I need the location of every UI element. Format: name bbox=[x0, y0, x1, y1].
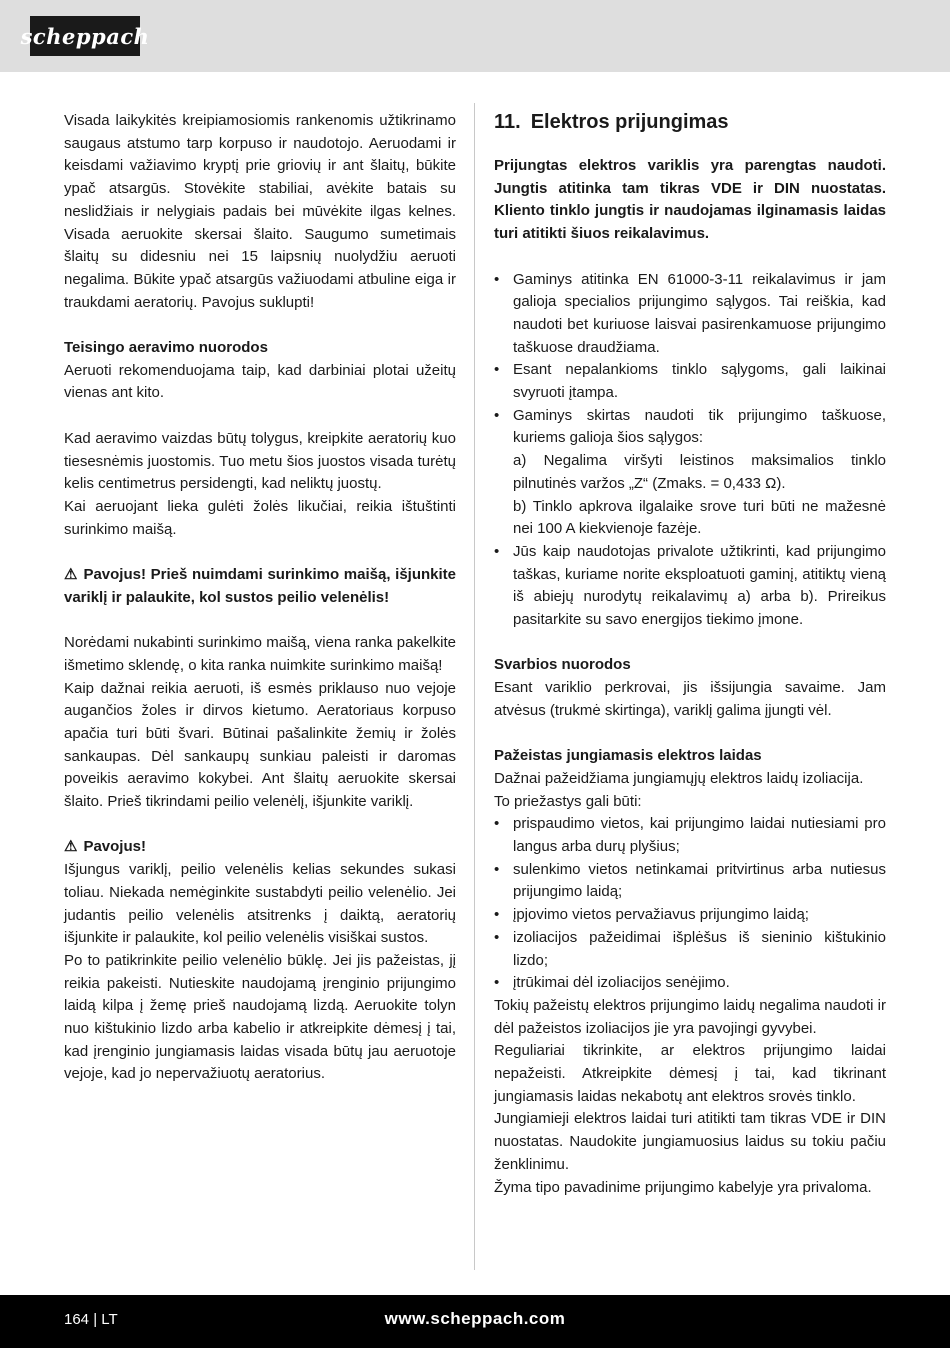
list-item: • Esant nepalankioms tinklo sąlygoms, gali laikinai svyruoti įtampa. bbox=[494, 359, 886, 404]
intro-paragraph: Prijungtas elektros variklis yra parengtas naudoti. Jungtis atitinka tam tikras VDE ir DIN nuostatas. Kliento tinklo jungtis ir naudojamas ilginamasis laidas turi atitikti šiuos reikalavimus. bbox=[494, 157, 886, 243]
subheading: Teisingo aeravimo nuorodos bbox=[64, 339, 268, 357]
column-divider bbox=[474, 103, 475, 1270]
website-link[interactable]: www.scheppach.com bbox=[384, 1309, 566, 1328]
subheading: Pažeistas jungiamasis elektros laidas bbox=[494, 747, 762, 765]
section-number: 11. bbox=[494, 111, 521, 133]
list-item: • sulenkimo vietos netinkamai pritvirtinus arba nutiesus prijungimo laidą; bbox=[494, 859, 886, 904]
paragraph: Reguliariai tikrinkite, ar elektros prijungimo laidai nepažeisti. Atkreipkite dėmesį į tai, kad tikrinant jungiamasis laidas nekabotų ant elektros srovės tinklo. bbox=[494, 1042, 886, 1105]
paragraph: Jungiamieji elektros laidai turi atitikti tam tikras VDE ir DIN nuostatas. Naudokite jungiamuosius laidus su tokiu pačiu ženklinimu. bbox=[494, 1110, 886, 1173]
paragraph: Aeruoti rekomenduojama taip, kad darbiniai plotai užeitų vienas ant kito. bbox=[64, 361, 456, 402]
list-item: • prispaudimo vietos, kai prijungimo laidai nutiesiami pro langus arba durų plyšius; bbox=[494, 813, 886, 858]
paragraph: Kaip dažnai reikia aeruoti, iš esmės priklauso nuo vejoje augančios žoles ir dirvos kietumo. Aeratoriaus korpuso apačia turi būti švari. Būtinai pašalinkite žemių ir žolės sankaupas. Dėl sankaupų sunkiau paleisti ir daromas poveikis aeravimo kokybei. Ant šlaitų aeruokite skersai šlaito. Prieš tikrindami peilio velenėlį, išjunkite variklį. bbox=[64, 679, 456, 811]
paragraph: Kad aeravimo vaizdas būtų tolygus, kreipkite aeratorių kuo tiesesnėmis juostomis. Tuo metu šios juostos visada turėtų kelis centimetrus persidengti, kad neliktų juostų. bbox=[64, 429, 456, 493]
warning-icon: ⚠ bbox=[64, 566, 78, 584]
list-item-text: • Gaminys skirtas naudoti tik prijungimo taškuose, kuriems galioja šios sąlygos: bbox=[513, 406, 886, 447]
paragraph: Dažnai pažeidžiama jungiamųjų elektros laidų izoliacija. bbox=[494, 769, 864, 787]
paragraph: Visada laikykitės kreipiamosiomis rankenomis užtikrinamo saugaus atstumo tarp korpuso ir naudotojo. Aeruodami ir keisdami važiavimo kryptį prie griovių ir ant šlaitų, būkite ypač atsargūs. Stovėkite stabiliai, avėkite batais su neslidžiais ir nelygiais padais bei mūvėkite ilgas kelnes. Visada aeruokite skersai šlaito. Saugumo sumetimais šlaitų su didesniu nei 15 laipsnių nuolydžiu aeruoti negalima. Būkite ypač atsargūs važiuodami atbuline eiga ir traukdami aeratorių. Pavojus suklupti! bbox=[64, 112, 456, 311]
causes-list bbox=[494, 813, 886, 995]
footer-bar bbox=[0, 1295, 950, 1348]
scheppach-logo: scheppach bbox=[30, 16, 140, 56]
paragraph: Tokių pažeistų elektros prijungimo laidų negalima naudoti ir dėl pažeistos izoliacijos jie yra pavojingi gyvybei. bbox=[494, 996, 886, 1037]
warning-text: Pavojus! bbox=[83, 838, 146, 856]
list-item: • Jūs kaip naudotojas privalote užtikrinti, kad prijungimo taškas, kuriame norite eksploatuoti gaminį, atitiktų vieną iš abiejų nurodytų reikalavimų a) arba b). Prireikus pasitarkite su savo energijos tiekimo įmone. bbox=[494, 541, 886, 632]
warning-note bbox=[64, 564, 456, 609]
right-column bbox=[494, 110, 886, 1199]
paragraph: Po to patikrinkite peilio velenėlio būklę. Jei jis pažeistas, jį reikia pakeisti. Nutieskite naudojamą įrenginio prijungimo laidą kilpa į žemę prieš naudojamą lizdą. Aeruokite tolyn nuo kištukinio lizdo arba kabelio ir atkreipkite dėmesį į tai, kad įrenginio jungiamasis laidas visada būtų jau aeruotoje vejoje, kad jo nepervažiuotų aeratorius. bbox=[64, 951, 456, 1083]
paragraph: To priežastys gali būti: bbox=[494, 792, 642, 810]
header-bar bbox=[0, 0, 950, 72]
paragraph: Žyma tipo pavadinime prijungimo kabelyje yra privaloma. bbox=[494, 1178, 872, 1196]
left-column bbox=[64, 110, 456, 1086]
list-item-subtext: a) Negalima viršyti leistinos maksimalios tinklo pilnutinės varžos „Z“ (Zmaks. = 0,433 Ω). bbox=[513, 452, 886, 492]
subheading: Svarbios nuorodos bbox=[494, 656, 631, 674]
paragraph: Kai aeruojant lieka gulėti žolės likučiai, reikia ištuštinti surinkimo maišą. bbox=[64, 497, 456, 538]
warning-note bbox=[64, 836, 456, 859]
warning-text: Pavojus! Prieš nuimdami surinkimo maišą, išjunkite variklį ir palaukite, kol sustos peilio velenėlis! bbox=[64, 566, 456, 606]
list-item bbox=[494, 405, 886, 541]
page-number: 164 | LT bbox=[64, 1311, 118, 1328]
warning-icon: ⚠ bbox=[64, 838, 78, 856]
list-item: • izoliacijos pažeidimai išplėšus iš sieninio kištukinio lizdo; bbox=[494, 927, 886, 972]
section-heading bbox=[494, 110, 886, 134]
list-item-subtext: b) Tinklo apkrova ilgalaike srove turi būti ne mažesnė nei 100 A kiekvienoje fazėje. bbox=[513, 497, 886, 538]
paragraph: Esant variklio perkrovai, jis išsijungia savaime. Jam atvėsus (trukmė skirtinga), variklį galima įjungti vėl. bbox=[494, 679, 886, 719]
paragraph: Išjungus variklį, peilio velenėlis kelias sekundes sukasi toliau. Niekada nemėginkite sustabdyti peilio velenėlio. Jei judantis peilio velenėlis atsitrenks į daiktą, aeratorių išjunkite ir palaukite, kol peilio velenėlis visiškai sustos. bbox=[64, 861, 456, 947]
list-item: • įpjovimo vietos pervažiavus prijungimo laidą; bbox=[494, 904, 886, 927]
requirements-list bbox=[494, 269, 886, 632]
section-title: Elektros prijungimas bbox=[530, 111, 729, 133]
list-item: • Gaminys atitinka EN 61000-3-11 reikalavimus ir jam galioja specialios prijungimo sąlygos. Tai reiškia, kad naudoti bet kuriuose laisvai pasirenkamuose prijungimo taškuose draudžiama. bbox=[494, 269, 886, 360]
paragraph: Norėdami nukabinti surinkimo maišą, viena ranka pakelkite išmetimo sklendę, o kita ranka nuimkite surinkimo maišą! bbox=[64, 634, 456, 674]
list-item: • įtrūkimai dėl izoliacijos senėjimo. bbox=[494, 972, 886, 995]
